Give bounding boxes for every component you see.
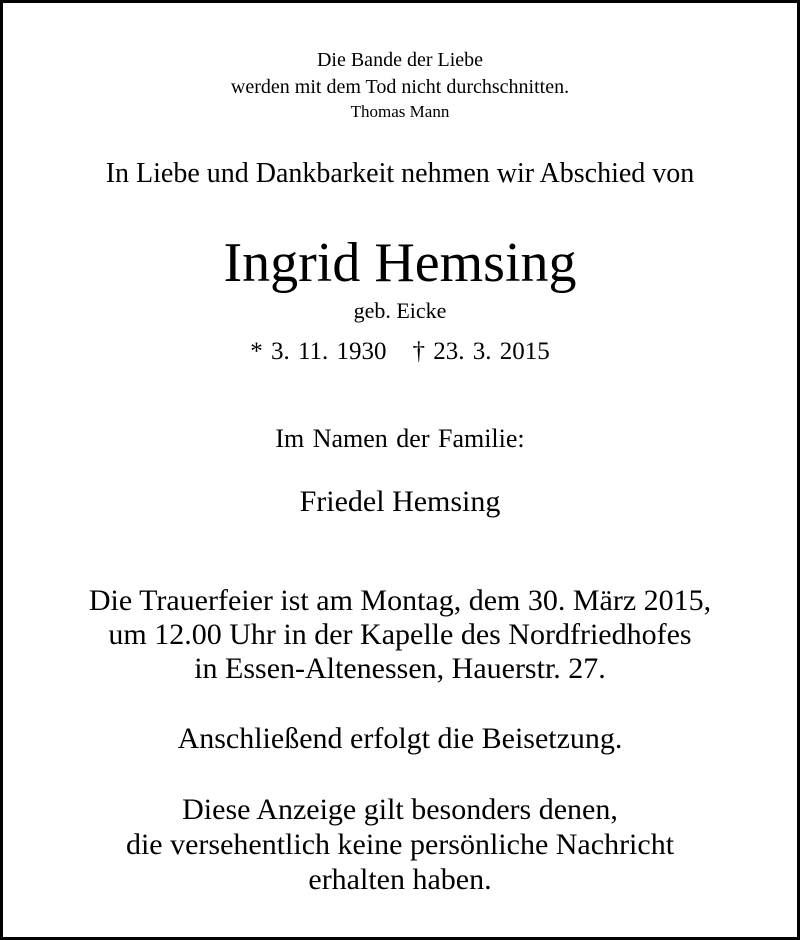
deceased-name: Ingrid Hemsing (223, 232, 577, 294)
maiden-name: geb. Eicke (353, 298, 447, 323)
family-label: Im Namen der Familie: (275, 424, 525, 453)
signatory-name: Friedel Hemsing (299, 485, 501, 518)
service-line-3: in Essen-Altenessen, Hauerstr. 27. (194, 652, 606, 685)
death-date: † 23. 3. 2015 (412, 338, 550, 365)
note-line-1: Diese Anzeige gilt besonders denen, (182, 793, 618, 826)
service-line-2: um 12.00 Uhr in der Kapelle des Nordfriedhofes (108, 618, 692, 651)
motto-author: Thomas Mann (350, 102, 450, 121)
motto-line-1: Die Bande der Liebe (316, 49, 484, 71)
note-line-3: erhalten haben. (308, 863, 492, 896)
life-dates (3, 339, 797, 364)
motto-line-2: werden mit dem Tod nicht durchschnitten. (230, 76, 570, 98)
birth-date: * 3. 11. 1930 (250, 338, 387, 365)
note-line-2: die versehentlich keine persönliche Nachricht (125, 828, 675, 861)
service-line-1: Die Trauerfeier ist am Montag, dem 30. März 2015, (88, 584, 712, 617)
burial-text: Anschließend erfolgt die Beisetzung. (177, 722, 623, 755)
intro-text: In Liebe und Dankbarkeit nehmen wir Abschied von (105, 158, 695, 189)
